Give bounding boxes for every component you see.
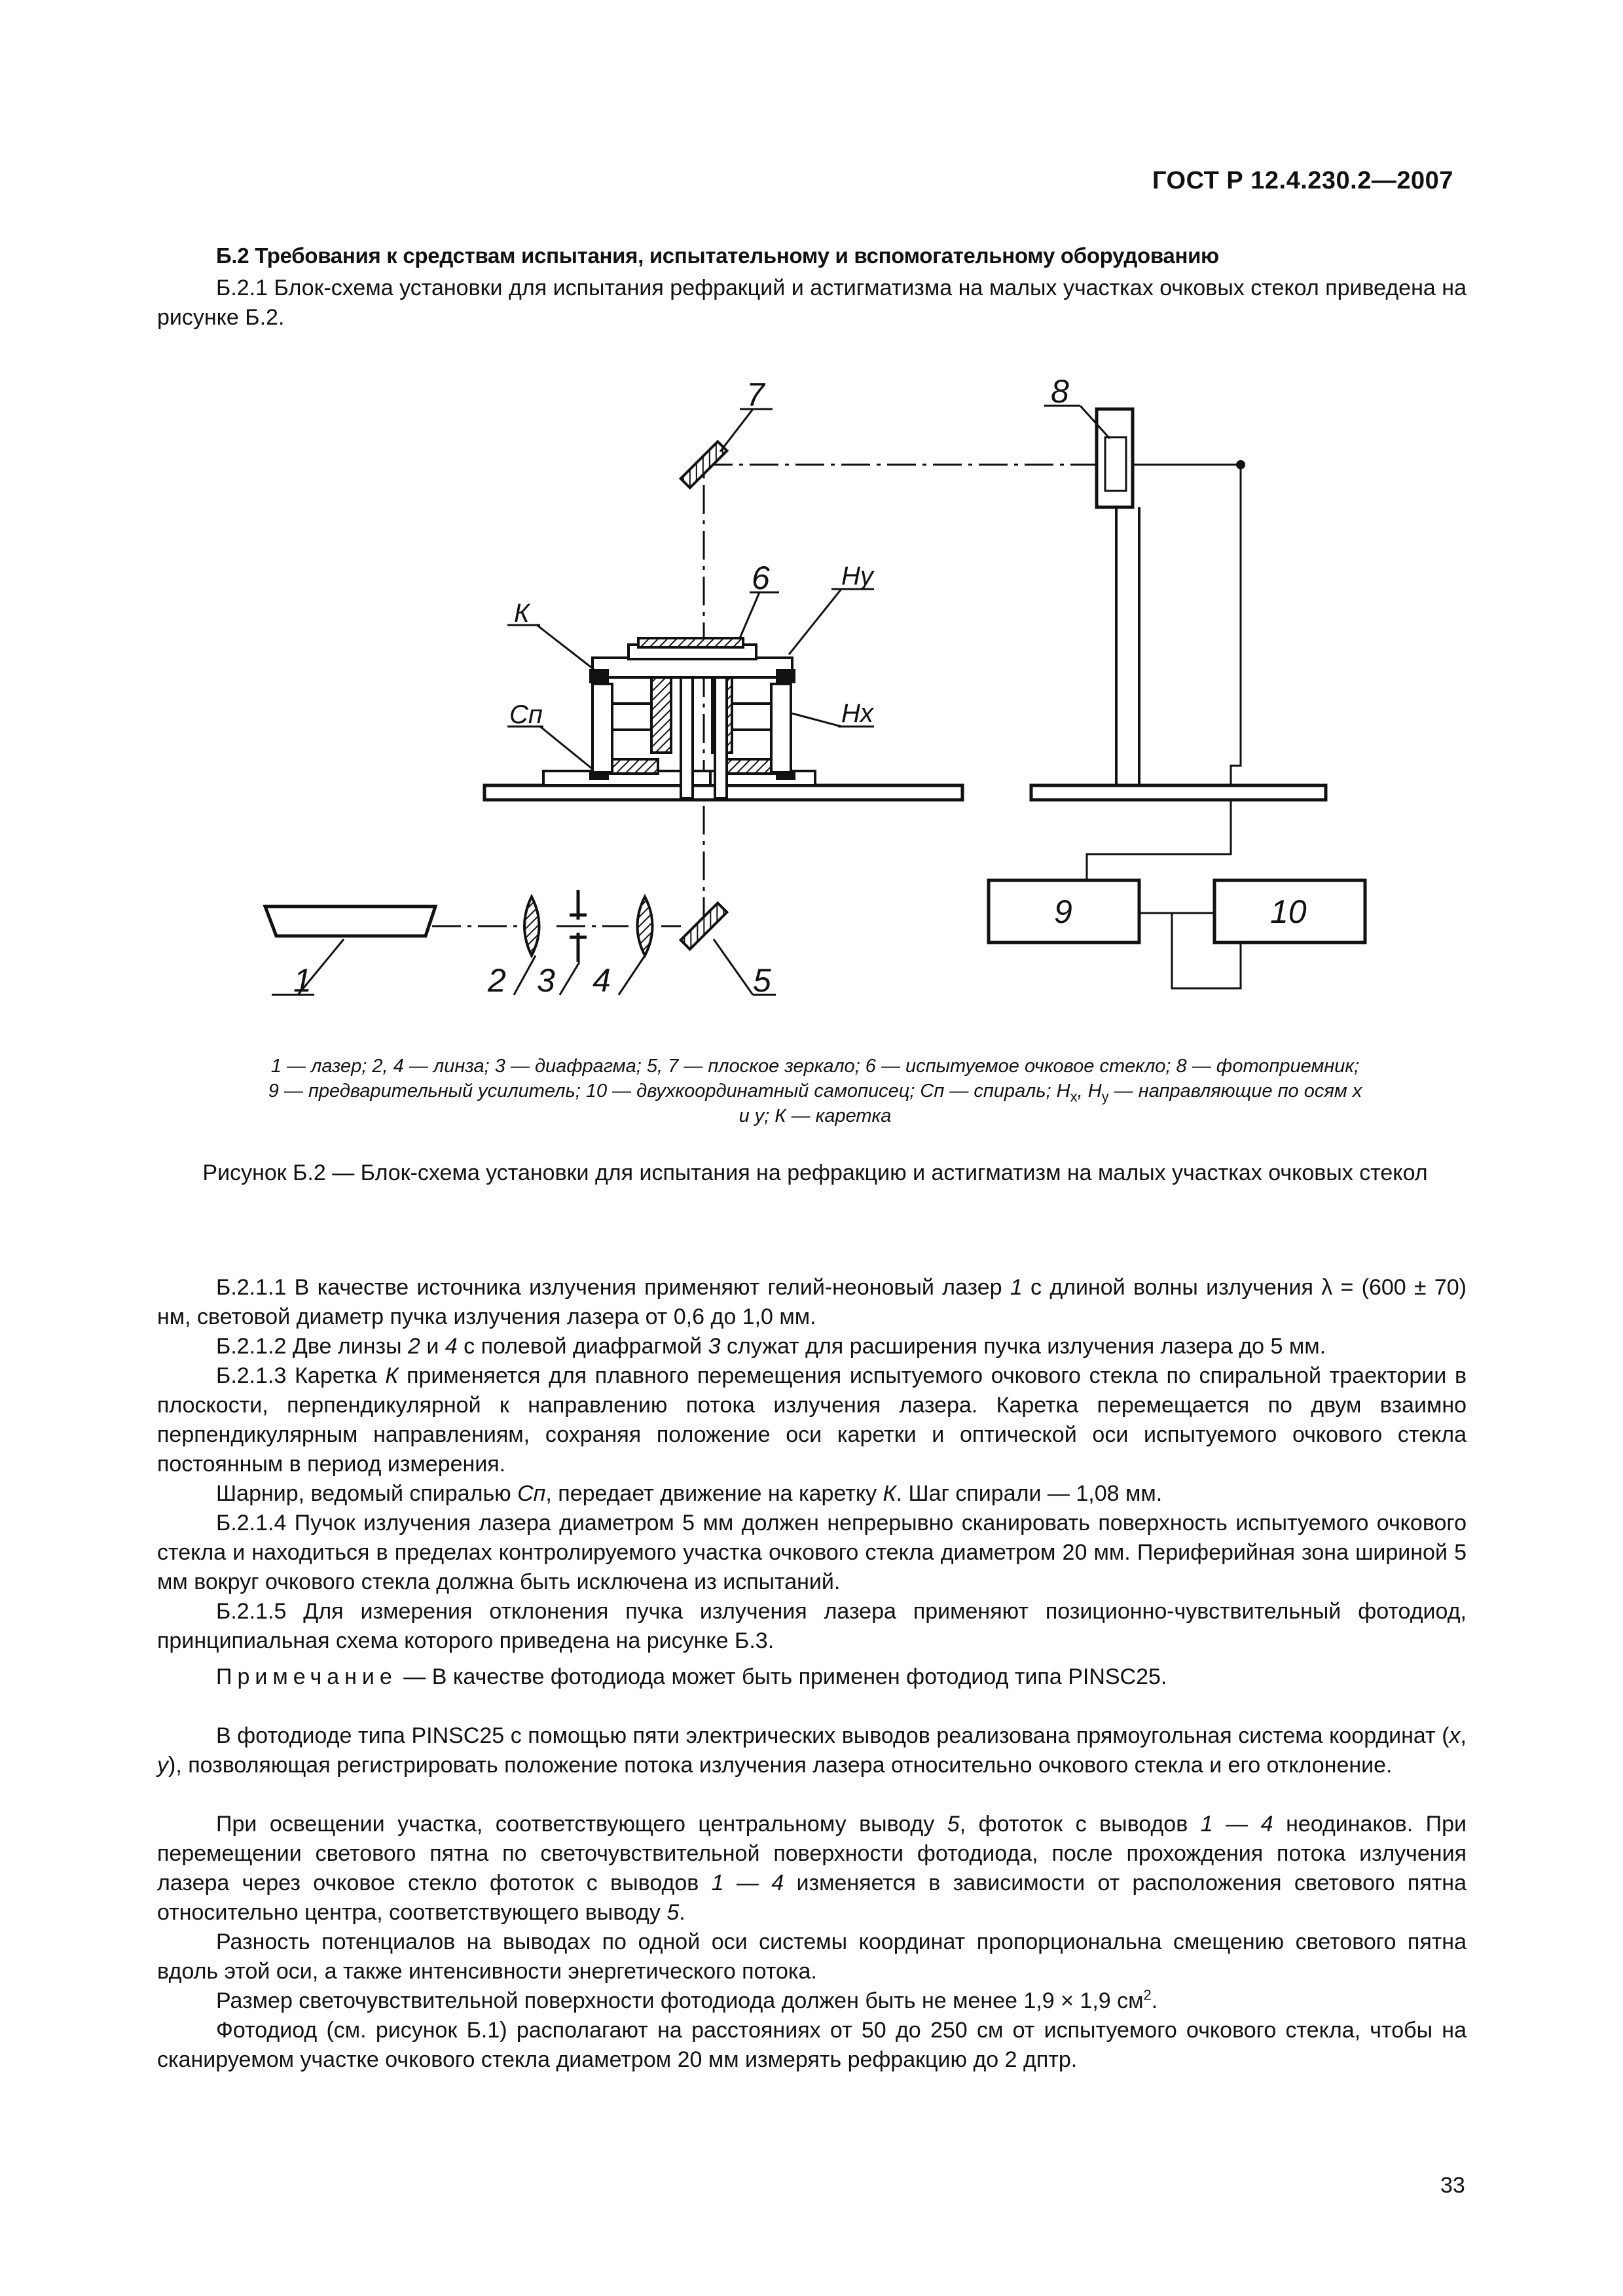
paragraph-b212: Б.2.1.2 Две линзы 2 и 4 с полевой диафрагмой 3 служат для расширения пучка излучения лазера до 5 мм. xyxy=(216,1334,1326,1359)
legend-line-1: 1 — лазер; 2, 4 — линза; 3 — диафрагма; 5, 7 — плоское зеркало; 6 — испытуемое очковое стекло; 8 — фотоприемник; xyxy=(270,1056,1360,1077)
test-lens-6 xyxy=(638,638,743,647)
photodetector-8 xyxy=(1031,409,1326,800)
document-header: ГОСТ Р 12.4.230.2—2007 xyxy=(1152,167,1453,194)
label-5: 5 xyxy=(753,962,771,999)
label-carriage-k: К xyxy=(514,599,530,628)
label-7: 7 xyxy=(746,376,765,413)
legend-line-2: 9 — предварительный усилитель; 10 — двухкоординатный самописец; Сп — спираль; $H_x$, $H_y$ — направляющие по осям x xyxy=(268,1081,1362,1105)
intro-paragraph: Б.2.1 Блок-схема установки для испытания рефракций и астигматизма на малых участках очковых стекол приведена на рисунке Б.2. xyxy=(157,276,1467,330)
lens-4 xyxy=(638,897,653,956)
section-heading: Б.2 Требования к средствам испытания, испытательному и вспомогательному оборудованию xyxy=(216,243,1219,268)
paragraph-hinge: Шарнир, ведомый спиралью Сп, передает движение на каретку К. Шаг спирали — 1,08 мм. xyxy=(216,1481,1163,1506)
setup-block-diagram xyxy=(0,367,1623,1034)
label-10: 10 xyxy=(1270,893,1307,930)
paragraph-b213: Б.2.1.3 Каретка К применяется для плавного перемещения испытуемого очкового стекла по спиральной траектории в плоскости, перпендикулярной к направлению потока излучения лазера. Каретка перемещается по двум взаимно перпендикулярным направлениям, сохраняя положение оси каретки и оптической оси испытуемого очкового стекла постоянным в период измерения. xyxy=(157,1363,1467,1477)
label-guide-hx: Нx xyxy=(841,699,873,728)
page-number: 33 xyxy=(1440,2173,1465,2198)
label-2: 2 xyxy=(488,962,506,999)
paragraph-potential-difference: Разность потенциалов на выводах по одной оси системы координат пропорциональна смещению светового пятна вдоль этой оси, а также интенсивности энергетического потока. xyxy=(157,1929,1467,1984)
paragraph-b211: Б.2.1.1 В качестве источника излучения применяют гелий-неоновый лазер 1 с длиной волны излучения λ = (600 ± 70) нм, световой диаметр пучка излучения лазера от 0,6 до 1,0 мм. xyxy=(157,1275,1467,1329)
note: Примечание — В качестве фотодиода может быть применен фотодиод типа PINSC25. xyxy=(216,1664,1167,1689)
paragraph-pinsc25: В фотодиоде типа PINSC25 с помощью пяти электрических выводов реализована прямоугольная система координат (x, y), позволяющая регистрировать положение потока излучения лазера относительно очкового стекла и его отклонение. xyxy=(157,1723,1467,1778)
label-6: 6 xyxy=(752,560,770,596)
paragraph-b215: Б.2.1.5 Для измерения отклонения пучка излучения лазера применяют позиционно-чувствительный фотодиод, принципиальная схема которого приведена на рисунке Б.3. xyxy=(157,1599,1467,1653)
label-spiral-sp: Сп xyxy=(509,700,543,729)
label-guide-hy: Нy xyxy=(841,562,873,590)
label-8: 8 xyxy=(1051,373,1069,410)
paragraph-photodiode-distance: Фотодиод (см. рисунок Б.1) располагают на расстояниях от 50 до 250 см от испытуемого очкового стекла, чтобы на сканируемом участке очкового стекла диаметром 20 мм измерять рефракцию до 2 дптр. xyxy=(157,2018,1467,2072)
figure-legend xyxy=(164,1054,1467,1128)
lens-2 xyxy=(524,897,539,956)
figure-caption: Рисунок Б.2 — Блок-схема установки для испытания на рефракцию и астигматизм на малых участках очковых стекол xyxy=(202,1160,1428,1185)
paragraph-illumination: При освещении участка, соответствующего центральному выводу 5, фототок с выводов 1 — 4 неодинаков. При перемещении светового пятна по светочувствительной поверхности фотодиода, после прохождения потока излучения лазера через очковое стекло фототок с выводов 1 — 4 изменяется в зависимости от расположения светового пятна относительно центра, соответствующего выводу 5. xyxy=(157,1812,1467,1925)
paragraph-b214: Б.2.1.4 Пучок излучения лазера диаметром 5 мм должен непрерывно сканировать поверхность испытуемого очкового стекла и находиться в пределах контролируемого участка очкового стекла диаметром 20 мм. Периферийная зона шириной 5 мм вокруг очкового стекла должна быть исключена из испытаний. xyxy=(157,1511,1467,1594)
wire-detector-amplifier xyxy=(1087,465,1241,880)
label-4: 4 xyxy=(593,962,611,999)
label-3: 3 xyxy=(537,962,555,999)
label-1: 1 xyxy=(293,962,312,999)
carriage-assembly xyxy=(484,638,962,800)
legend-line-3: и y; К — каретка xyxy=(739,1105,892,1126)
paragraph-surface-size: Размер светочувствительной поверхности фотодиода должен быть не менее 1,9 × 1,9 $см^2$. xyxy=(216,1986,1158,2013)
laser-1 xyxy=(265,906,435,936)
label-9: 9 xyxy=(1054,893,1072,930)
